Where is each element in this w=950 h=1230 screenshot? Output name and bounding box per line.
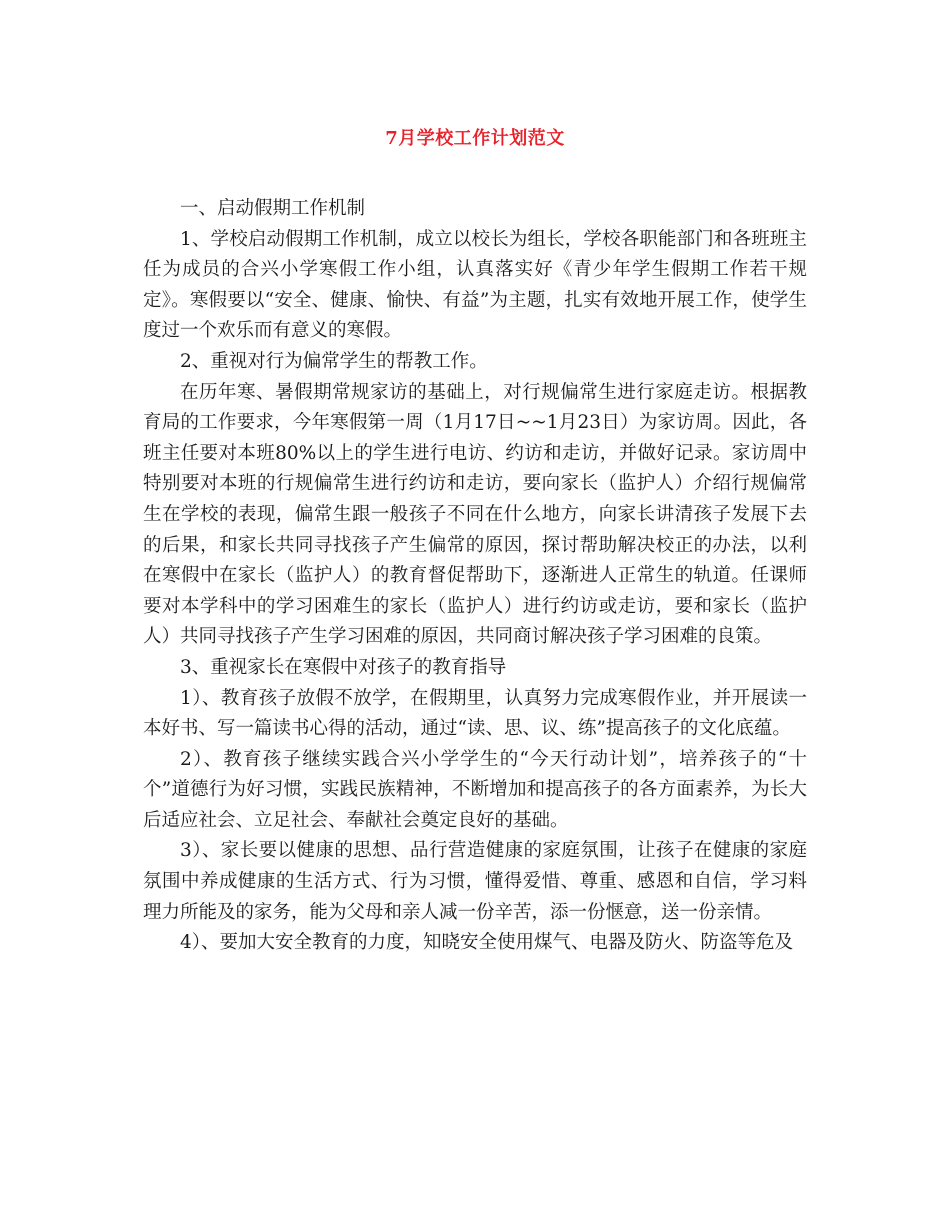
paragraph-subitem-2: 2）、教育孩子继续实践合兴小学学生的“今天行动计划”，培养孩子的“十个”道德行为好习惯，实践民族精神，不断增加和提高孩子的各方面素养，为长大后适应社会、立足社会、奉献社会奠定良好的基础。 [143, 748, 807, 831]
paragraph-home-visit: 在历年寒、暑假期常规家访的基础上，对行规偏常生进行家庭走访。根据教育局的工作要求，今年寒假第一周（1月17日~~1月23日）为家访周。因此，各班主任要对本班80%以上的学生进行电访、约访和走访，并做好记录。家访周中特别要对本班的行规偏常生进行约访和走访，要向家长（监护人）介绍行规偏常生在学校的表现，偏常生跟一般孩子不同在什么地方，向家长讲清孩子发展下去的后果，和家长共同寻找孩子产生偏常的原因，探讨帮助解决校正的办法，以利在寒假中在家长（监护人）的教育督促帮助下，逐渐进人正常生的轨道。任课师要对本学科中的学习困难生的家长（监护人）进行约访或走访，要和家长（监护人）共同寻找孩子产生学习困难的原因，共同商讨解决孩子学习困难的良策。 [143, 381, 807, 648]
document-body [143, 194, 807, 959]
paragraph-item-2: 2、重视对行为偏常学生的帮教工作。 [180, 350, 488, 372]
paragraph-section-heading-1: 一、启动假期工作机制 [180, 198, 366, 219]
paragraph-subitem-1: 1）、教育孩子放假不放学，在假期里，认真努力完成寒假作业，并开展读一本好书、写一篇读书心得的活动，通过“读、思、议、练”提高孩子的文化底蕴。 [143, 687, 807, 740]
paragraph-item-1: 1、学校启动假期工作机制，成立以校长为组长，学校各职能部门和各班班主任为成员的合兴小学寒假工作小组，认真落实好《青少年学生假期工作若干规定》。寒假要以“安全、健康、愉快、有益”为主题，扎实有效地开展工作，使学生度过一个欢乐而有意义的寒假。 [143, 228, 807, 342]
paragraph-subitem-3: 3）、家长要以健康的思想、品行营造健康的家庭氛围，让孩子在健康的家庭氛围中养成健康的生活方式、行为习惯，懂得爱惜、尊重、感恩和自信，学习料理力所能及的家务，能为父母和亲人减一份辛苦，添一份惬意，送一份亲情。 [143, 840, 807, 923]
document-title: 7月学校工作计划范文 [385, 128, 565, 149]
paragraph-subitem-4: 4）、要加大安全教育的力度，知晓安全使用煤气、电器及防火、防盗等危及 [180, 932, 794, 954]
paragraph-item-3: 3、重视家长在寒假中对孩子的教育指导 [180, 656, 507, 678]
